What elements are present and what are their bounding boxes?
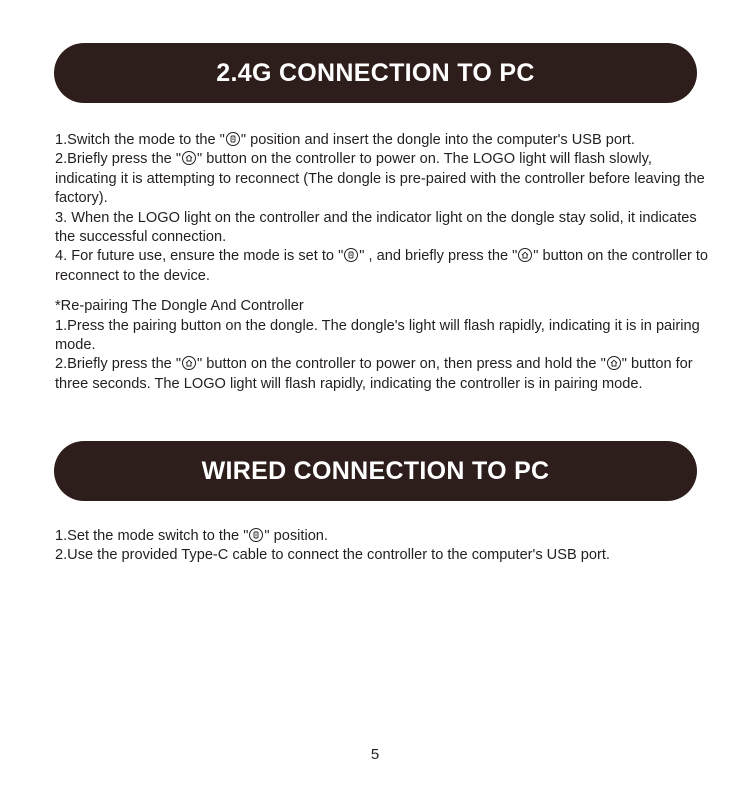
home-button-icon [607, 356, 621, 370]
page-number: 5 [370, 746, 380, 763]
repairing-heading: *Re-pairing The Dongle And Controller [55, 298, 304, 315]
section-title-2-4g: 2.4G CONNECTION TO PC [216, 58, 535, 87]
step-3: 3. When the LOGO light on the controller and the indicator light on the dongle stay solid, it indicates the successful connection. [55, 209, 697, 246]
repair-step-2: 2.Briefly press the " " button on the controller to power on, then press and hold the " " button for three seconds. The LOGO light will flash rapidly, indicating the controller is in pairing mode. [55, 356, 693, 392]
home-button-icon [518, 248, 532, 262]
step-4: 4. For future use, ensure the mode is set to " " , and briefly press the " " button on the controller to reconnect to the device. [55, 248, 709, 284]
repair-step-1: 1.Press the pairing button on the dongle. The dongle's light will flash rapidly, indicating it is in pairing mode. [55, 317, 700, 354]
section-title-wired: WIRED CONNECTION TO PC [201, 456, 550, 485]
section-banner-wired [54, 441, 697, 501]
section-body-wired [55, 527, 715, 566]
step-1: 1.Switch the mode to the " " position and insert the dongle into the computer's USB port. [55, 132, 635, 148]
section-banner-2-4g [54, 43, 697, 103]
step-2: 2.Briefly press the " " button on the controller to power on. The LOGO light will flash slowly, indicating it is attempting to reconnect (The dongle is pre-paired with the controller before leaving the factory). [55, 151, 705, 207]
section-body-2-4g [55, 131, 715, 394]
home-button-icon [182, 356, 196, 370]
wired-mode-icon [249, 528, 263, 542]
home-button-icon [182, 151, 196, 165]
dongle-mode-icon [226, 132, 240, 146]
dongle-mode-icon [344, 248, 358, 262]
wired-step-1: 1.Set the mode switch to the " " position. [55, 528, 328, 544]
wired-step-2: 2.Use the provided Type-C cable to connect the controller to the computer's USB port. [55, 547, 610, 564]
